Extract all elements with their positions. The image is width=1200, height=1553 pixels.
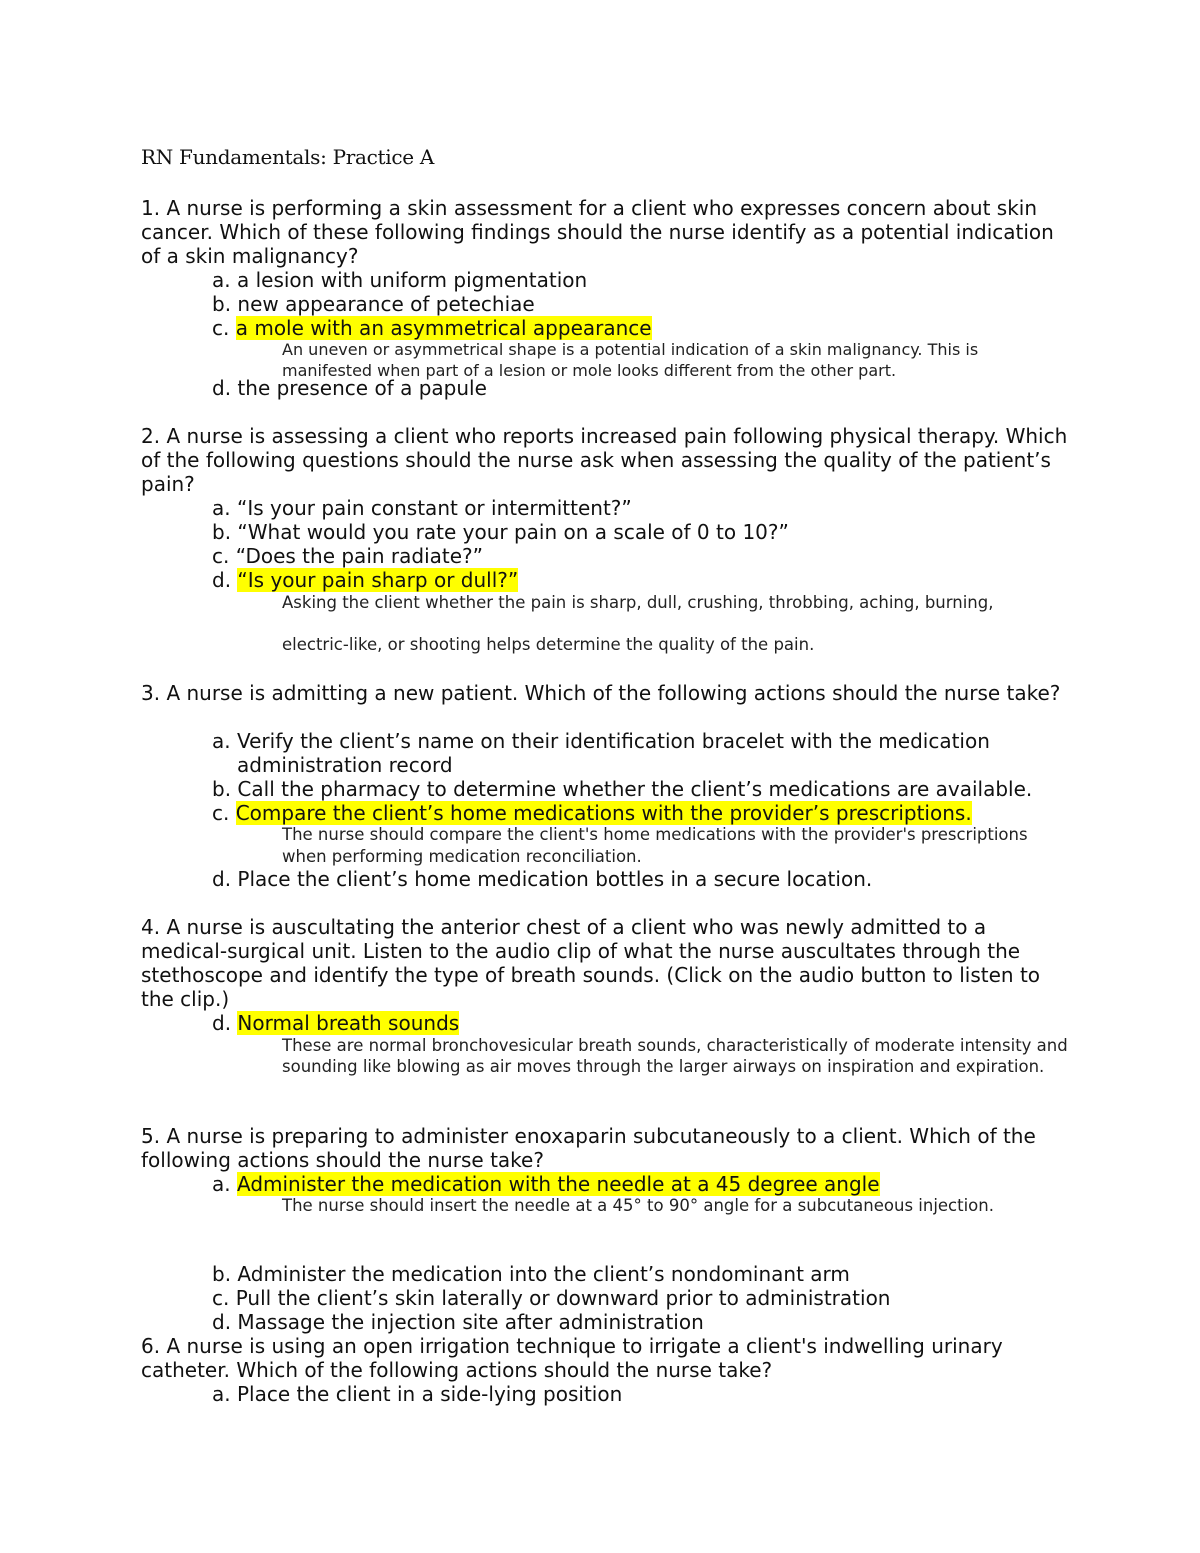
question-3-option-d: d. Place the client’s home medication bottles in a secure location. xyxy=(212,867,873,891)
document-title: RN Fundamentals: Practice A xyxy=(141,145,434,169)
question-4-rationale: These are normal bronchovesicular breath sounds, characteristically of moderate intensity and sounding like blowing as air moves through the larger airways on inspiration and expiration. xyxy=(282,1036,1068,1076)
question-3-option-b: b. Call the pharmacy to determine whether the client’s medications are available. xyxy=(212,777,1033,801)
question-3-stem: 3. A nurse is admitting a new patient. Which of the following actions should the nurse take? xyxy=(141,681,1061,705)
question-2-option-b: b. “What would you rate your pain on a scale of 0 to 10?” xyxy=(212,520,789,544)
question-3-rationale: The nurse should compare the client's home medications with the provider's prescriptions when performing medication reconciliation. xyxy=(282,825,1028,866)
question-6-option-a: a. Place the client in a side-lying position xyxy=(212,1382,623,1406)
question-5-stem: 5. A nurse is preparing to administer enoxaparin subcutaneously to a client. Which of the following actions should the nurse take? xyxy=(141,1124,1036,1172)
correct-answer-highlight: Compare the client’s home medications with the provider’s prescriptions. xyxy=(235,801,972,825)
question-3-option-c-correct: c. Compare the client’s home medications with the provider’s prescriptions. xyxy=(212,801,972,825)
question-3-option-a: a. Verify the client’s name on their identification bracelet with the medication administration record xyxy=(212,729,990,777)
question-1-stem: 1. A nurse is performing a skin assessment for a client who expresses concern about skin cancer. Which of these following findings should the nurse identify as a potential indication of a skin malignancy? xyxy=(141,196,1054,268)
question-5-option-d: d. Massage the injection site after administration xyxy=(212,1310,704,1334)
question-2-option-a: a. “Is your pain constant or intermittent?” xyxy=(212,496,632,520)
question-4-option-d-correct: d. Normal breath sounds xyxy=(212,1011,460,1035)
question-5-option-c: c. Pull the client’s skin laterally or downward prior to administration xyxy=(212,1286,891,1310)
question-1-option-d: d. the presence of a papule xyxy=(212,376,487,400)
question-2-option-d-correct: d. “Is your pain sharp or dull?” xyxy=(212,568,519,592)
correct-answer-highlight: a mole with an asymmetrical appearance xyxy=(235,316,652,340)
correct-answer-highlight: Normal breath sounds xyxy=(237,1011,460,1035)
question-1-rationale: An uneven or asymmetrical shape is a potential indication of a skin malignancy. This is manifested when part of a lesion or mole looks different from the other part. xyxy=(282,340,979,380)
question-2-rationale-line-2: electric-like, or shooting helps determine the quality of the pain. xyxy=(282,635,815,654)
question-5-rationale: The nurse should insert the needle at a 45° to 90° angle for a subcutaneous injection. xyxy=(282,1196,994,1215)
question-6-stem: 6. A nurse is using an open irrigation technique to irrigate a client's indwelling urinary catheter. Which of the following actions should the nurse take? xyxy=(141,1334,1003,1382)
question-2-rationale-line-1: Asking the client whether the pain is sharp, dull, crushing, throbbing, aching, burning, xyxy=(282,593,994,612)
question-1-option-c-correct: c. a mole with an asymmetrical appearance xyxy=(212,316,652,340)
question-4-stem: 4. A nurse is auscultating the anterior chest of a client who was newly admitted to a medical-surgical unit. Listen to the audio clip of what the nurse auscultates through the stethoscope and identify the type of breath sounds. (Click on the audio button to listen to the clip.) xyxy=(141,915,1041,1011)
correct-answer-highlight: Administer the medication with the needle at a 45 degree angle xyxy=(236,1172,880,1196)
question-5-option-b: b. Administer the medication into the client’s nondominant arm xyxy=(212,1262,850,1286)
question-2-option-c: c. “Does the pain radiate?” xyxy=(212,544,484,568)
question-2-stem: 2. A nurse is assessing a client who reports increased pain following physical therapy. Which of the following questions should the nurse ask when assessing the quality of the patient’s pain? xyxy=(141,424,1068,496)
question-1-option-a: a. a lesion with uniform pigmentation xyxy=(212,268,588,292)
correct-answer-highlight: “Is your pain sharp or dull?” xyxy=(237,568,519,592)
question-1-option-b: b. new appearance of petechiae xyxy=(212,292,535,316)
question-5-option-a-correct: a. Administer the medication with the needle at a 45 degree angle xyxy=(212,1172,880,1196)
